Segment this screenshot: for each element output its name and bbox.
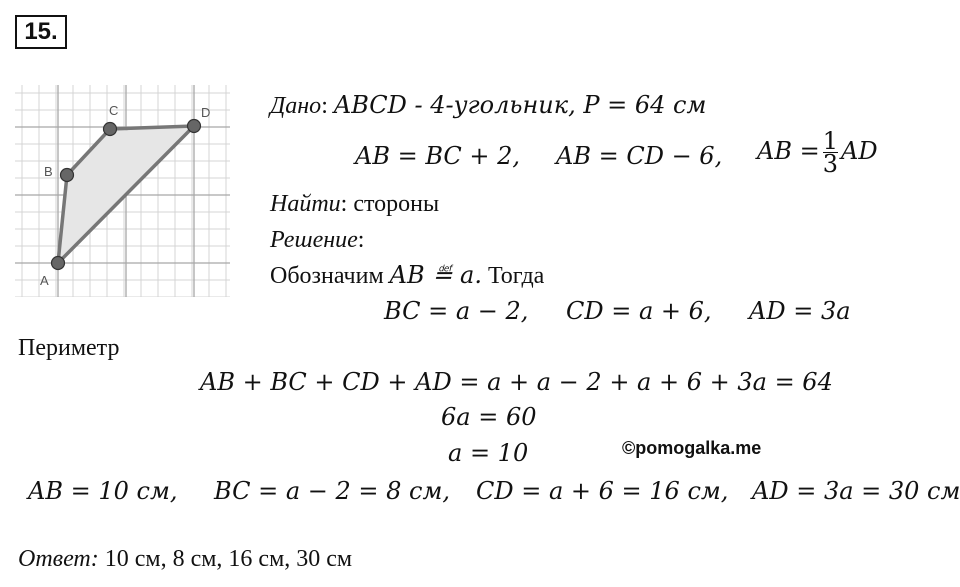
denote-math: AB ≝ a.	[389, 261, 482, 289]
solution-heading: Решение:	[270, 227, 365, 253]
result-cd: CD = a + 6 = 16 см,	[476, 477, 729, 505]
perimeter-equation: AB + BC + CD + AD = a + a − 2 + a + 6 + 3a = 64	[200, 368, 833, 396]
condition-3-rhs: AD	[841, 137, 878, 165]
condition-3	[757, 127, 878, 178]
fraction-one-third	[822, 127, 838, 178]
fraction-numerator: 1	[822, 127, 838, 155]
equation-6a: 6a = 60	[441, 403, 537, 431]
condition-1: AB = BC + 2,	[355, 142, 521, 170]
given-label: Дано	[270, 93, 322, 119]
answer-line	[18, 545, 352, 573]
solution-label: Решение	[270, 227, 358, 253]
perimeter-label: Периметр	[18, 335, 120, 361]
find-label: Найти	[270, 191, 341, 217]
problem-number: 15.	[15, 15, 67, 49]
result-ad: AD = 3a = 30 см	[752, 477, 960, 505]
find-text: стороны	[353, 191, 440, 217]
vertex-label-b: B	[44, 164, 53, 179]
find-line: Найти: стороны	[270, 191, 440, 217]
expr-bc: BC = a − 2,	[384, 297, 529, 325]
answer-text: 10 см, 8 см, 16 см, 30 см	[104, 546, 353, 572]
condition-3-lhs: AB =	[757, 137, 820, 165]
denote-prefix: Обозначим	[270, 263, 384, 289]
denote-suffix: Тогда	[487, 263, 545, 289]
result-bc: BC = a − 2 = 8 см,	[214, 477, 450, 505]
vertex-label-d: D	[201, 105, 211, 120]
answer-label: Ответ:	[18, 546, 99, 572]
expr-cd: CD = a + 6,	[566, 297, 712, 325]
watermark: ©pomogalka.me	[622, 438, 762, 458]
expr-ad: AD = 3a	[749, 297, 851, 325]
result-ab: AB = 10 см,	[28, 477, 178, 505]
equation-a: a = 10	[448, 439, 529, 467]
given-text: ABCD - 4-угольник, P = 64 см	[333, 91, 707, 119]
vertex-label-a: A	[40, 273, 49, 288]
denote-line	[270, 261, 544, 290]
condition-2: AB = CD − 6,	[556, 142, 723, 170]
vertex-label-c: C	[109, 103, 119, 118]
fraction-denominator: 3	[822, 150, 838, 178]
given-line: Дано: ABCD - 4-угольник, P = 64 см	[270, 91, 707, 119]
quadrilateral-diagram	[15, 85, 230, 297]
